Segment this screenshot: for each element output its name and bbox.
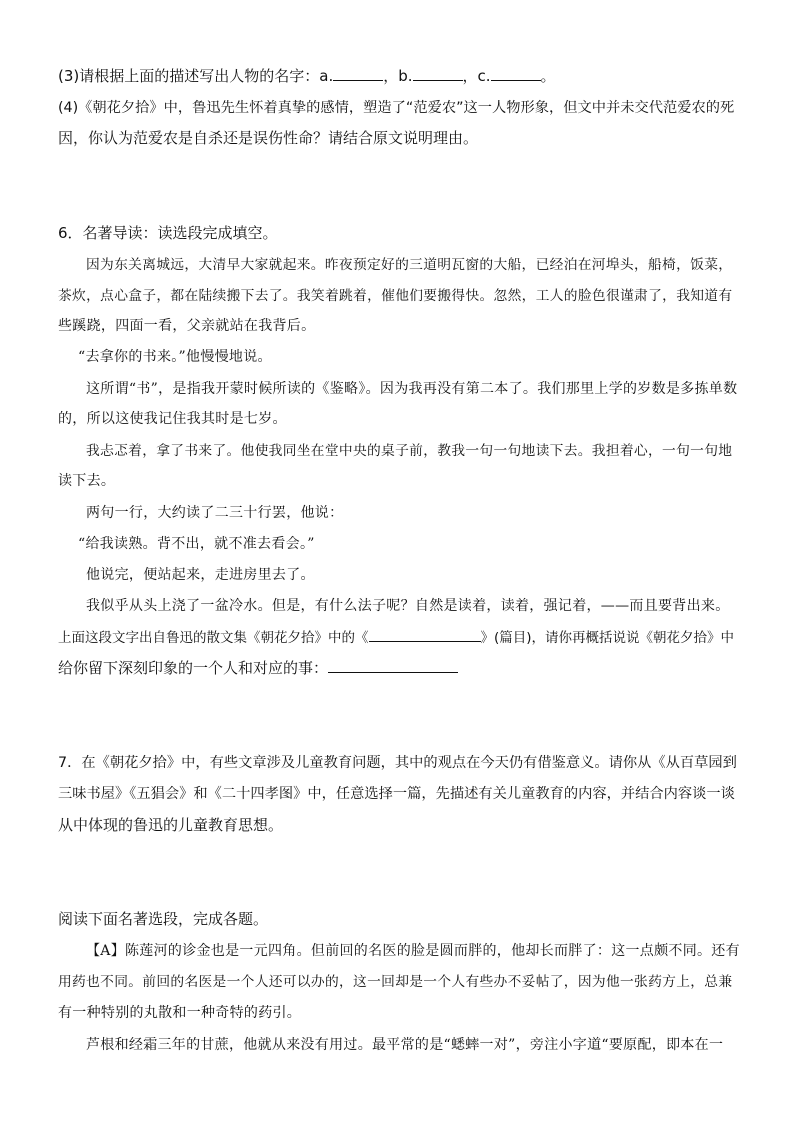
q6-passage-line: 的，所以这使我记住我其时是七岁。 [58,411,287,427]
q5-sub4-line1: (4)《朝花夕拾》中，鲁迅先生怀着真挚的感情，塑造了“范爱农”这一人物形象，但文中并未交代范爱农的死 [58,100,735,116]
q6-question-line2-text: 给你留下深刻印象的一个人和对应的事： [58,659,329,677]
q5-sub4-line2: 因，你认为范爱农是自杀还是误伤性命？请结合原文说明理由。 [58,129,479,147]
q8-intro: 阅读下面名著选段，完成各题。 [58,910,269,928]
q6-passage-line: 我似乎从头上浇了一盆冷水。但是，有什么法子呢？自然是读着，读着，强记着，——而且要背出来。 [86,598,730,614]
q6-heading: 6．名著导读：读选段完成填空。 [58,224,278,242]
q6-question-part2: 》(篇目)，请你再概括说说《朝花夕拾》中 [480,630,735,646]
answer-blank-c[interactable] [491,66,541,81]
q6-passage-line: 读下去。 [58,473,116,489]
answer-blank-person-event[interactable] [328,658,458,673]
q6-question-line1 [58,627,734,648]
q6-passage-line: 茶炊，点心盒子，都在陆续搬下去了。我笑着跳着，催他们要搬得快。忽然，工人的脸色很谨肃了，我知道有 [58,288,733,304]
q7-line3: 从中体现的鲁迅的儿童教育思想。 [58,816,284,834]
q6-passage-line: “给我读熟。背不出，就不准去看会。” [78,536,315,552]
q5-sub3-sep-b: ，b. [383,67,413,85]
q6-passage-line: 他说完，便站起来，走进房里去了。 [86,567,315,583]
q6-question-part1: 上面这段文字出自鲁迅的散文集《朝花夕拾》中的《 [58,630,369,646]
q6-passage-line: 我忐忑着，拿了书来了。他使我同坐在堂中央的桌子前，教我一句一句地读下去。我担着心，一句一句地 [86,443,733,459]
q5-sub3-prompt: (3)请根据上面的描述写出人物的名字：a. [58,67,334,85]
answer-blank-title[interactable] [369,627,481,642]
q6-passage-line: “去拿你的书来。”他慢慢地说。 [78,349,272,365]
q8-passage-line: 用药也不同。前回的名医是一个人还可以办的，这一回却是一个人有些办不妥帖了，因为他一张药方上，总兼 [58,974,733,990]
q6-passage-line: 这所谓“书”，是指我开蒙时候所读的《鉴略》。因为我再没有第二本了。我们那里上学的岁数是多拣单数 [86,381,738,397]
q5-sub3-end: 。 [540,67,556,85]
q6-passage-line: 些蹊跷，四面一看，父亲就站在我背后。 [58,318,316,334]
q5-sub3-line [58,66,556,86]
q8-passage-line: 【A】陈莲河的诊金也是一元四角。但前回的名医的脸是圆而胖的，他却长而胖了：这一点颇不同。还有 [86,943,740,959]
q8-passage-line: 芦根和经霜三年的甘蔗，他就从来没有用过。最平常的是“蟋蟀一对”，旁注小字道“要原配，即本在一 [86,1037,724,1053]
q5-sub3-sep-c: ，c. [462,67,491,85]
q7-line1: 7．在《朝花夕拾》中，有些文章涉及儿童教育问题，其中的观点在今天仍有借鉴意义。请你从《从百草园到 [58,755,737,771]
answer-blank-a[interactable] [333,66,383,81]
q6-passage-line: 因为东关离城远，大清早大家就起来。昨夜预定好的三道明瓦窗的大船，已经泊在河埠头，船椅，饭菜， [86,257,733,273]
answer-blank-b[interactable] [413,66,463,81]
q7-line2: 三味书屋》《五猖会》和《二十四孝图》中，任意选择一篇，先描述有关儿童教育的内容，并结合内容谈一谈 [58,786,735,802]
q6-passage-line: 两句一行，大约读了二三十行罢，他说： [86,505,344,521]
q8-passage-line: 有一种特别的丸散和一种奇特的药引。 [58,1005,302,1021]
q6-question-line2 [58,658,458,678]
